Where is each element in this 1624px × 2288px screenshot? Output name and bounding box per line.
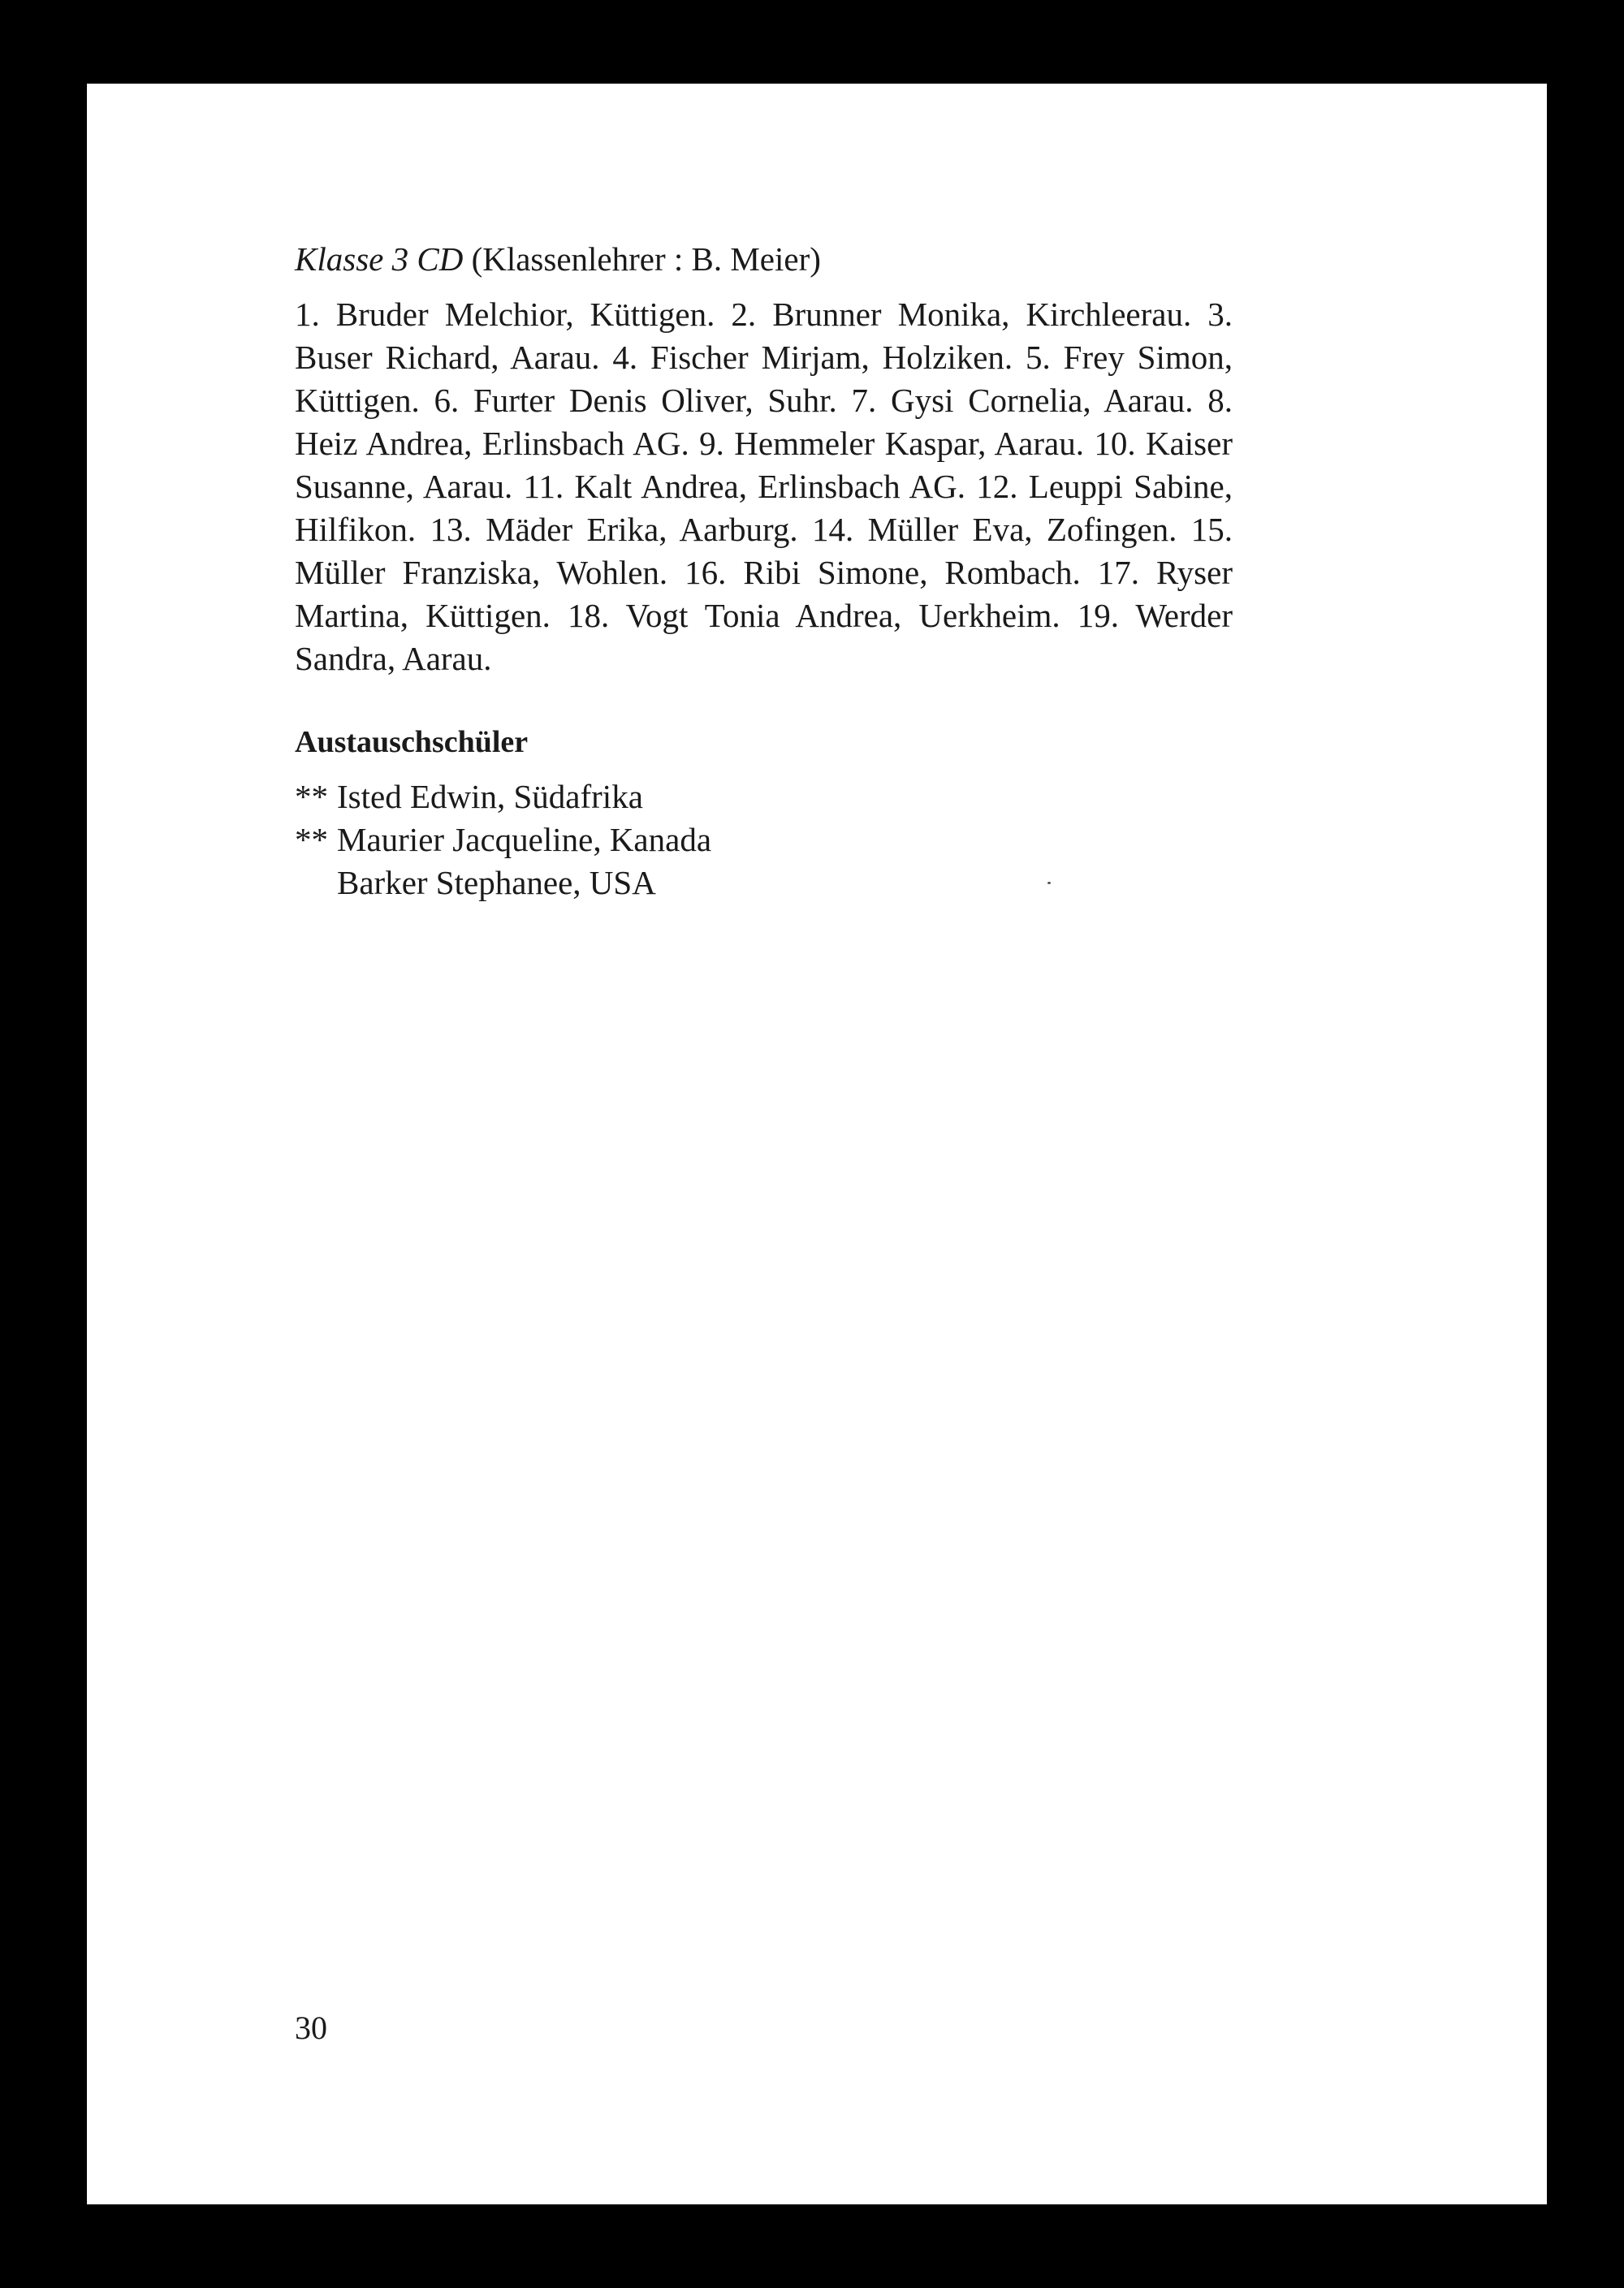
exchange-marker: ** <box>295 778 328 815</box>
exchange-student-name: Isted Edwin, Südafrika <box>337 778 643 815</box>
exchange-student <box>295 775 1233 818</box>
exchange-student-name: Maurier Jacqueline, Kanada <box>337 821 712 858</box>
class-heading <box>295 238 1233 280</box>
exchange-marker: ** <box>295 821 328 858</box>
class-teacher: (Klassenlehrer : B. Meier) <box>463 240 821 278</box>
exchange-student <box>295 818 1233 861</box>
page-number: 30 <box>295 2010 327 2046</box>
scan-speck <box>1047 882 1051 884</box>
class-student-list: 1. Bruder Melchior, Küttigen. 2. Brunner Monika, Kirchleerau. 3. Buser Richard, Aarau. 4. Fischer Mirjam, Holziken. 5. Frey Simon, Küttigen. 6. Furter Denis Oliver, Suhr. 7. Gysi Cornelia, Aarau. 8. Heiz Andrea, Erlinsbach AG. 9. Hemmeler Kaspar, Aarau. 10. Kaiser Susanne, Aarau. 11. Kalt Andrea, Erlinsbach AG. 12. Leuppi Sabine, Hilfikon. 13. Mäder Erika, Aarburg. 14. Müller Eva, Zofingen. 15. Müller Franziska, Wohlen. 16. Ribi Simone, Rombach. 17. Ryser Martina, Küttigen. 18. Vogt Tonia Andrea, Uerkheim. 19. Werder Sandra, Aarau. <box>295 296 1233 677</box>
exchange-heading: Austauschschüler <box>295 725 529 759</box>
exchange-student <box>295 861 1233 904</box>
document-page <box>87 84 1547 2204</box>
class-label: Klasse 3 CD <box>295 240 464 278</box>
exchange-student-name: Barker Stephanee, USA <box>337 864 656 901</box>
exchange-student-list <box>295 775 1233 904</box>
